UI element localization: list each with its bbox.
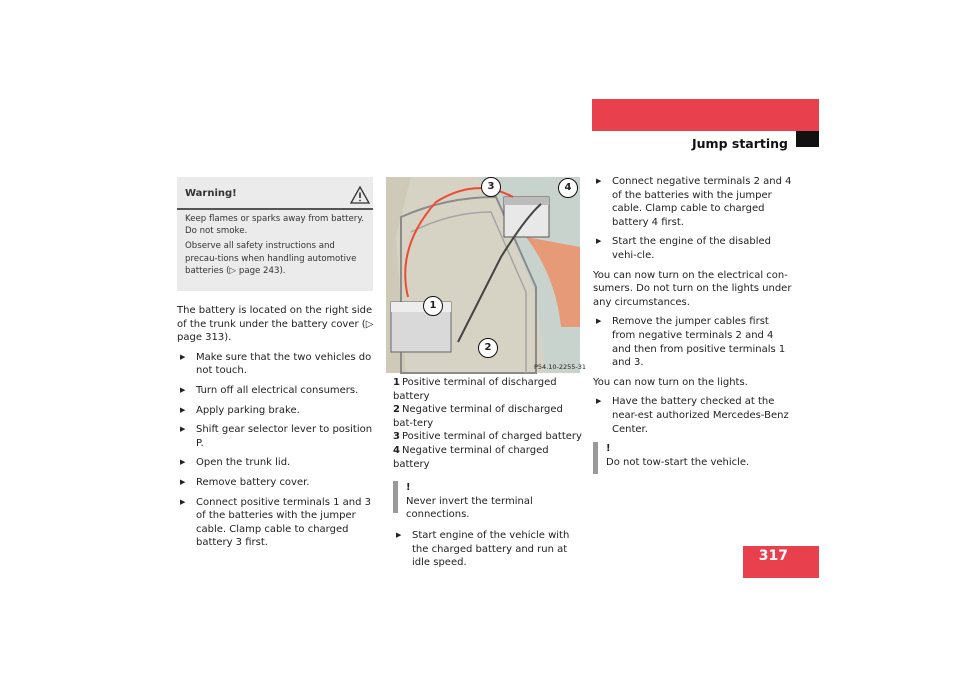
note-box — [393, 481, 583, 521]
note-bar — [593, 442, 598, 474]
intro-text: The battery is located on the right side of the trunk under the battery cover (▷ page 313). — [177, 305, 374, 344]
page-number: 317 — [758, 548, 788, 564]
callout-2: 2 — [478, 338, 498, 358]
step: ▶ Connect positive terminals 1 and 3 of the batteries with the jumper cable. Clamp cable to charged battery 3 first. — [177, 496, 377, 550]
warning-text — [185, 213, 369, 280]
note-text: Never invert the terminal connections. — [406, 495, 533, 521]
note-text: Do not tow-start the vehicle. — [606, 456, 750, 468]
note-mark: ! — [606, 443, 611, 455]
legend-item: 2 Negative terminal of discharged bat-tery — [393, 404, 563, 429]
section-title: Practical hints — [826, 114, 928, 129]
step: ▶ Remove the jumper cables first from negative terminals 2 and 4 and then from positive terminals 1 and 3. — [593, 315, 793, 369]
step: ▶ Have the battery checked at the near-est authorized Mercedes-Benz Center. — [593, 395, 793, 436]
warning-triangle-icon — [349, 184, 371, 206]
header-marker — [796, 131, 819, 147]
info-text: You can now turn on the electrical con-sumers. Do not turn on the lights under any circumstances. — [593, 269, 792, 308]
callout-3: 3 — [481, 177, 501, 197]
legend-item: 3 Positive terminal of charged battery — [393, 431, 582, 443]
callout-4: 4 — [558, 178, 578, 198]
legend-item: 4 Negative terminal of charged battery — [393, 444, 549, 470]
warning-title: Warning! — [185, 188, 237, 199]
note-bar — [393, 481, 398, 513]
header-bar — [592, 99, 819, 131]
left-column — [177, 304, 377, 556]
step: ▶ Open the trunk lid. — [177, 456, 377, 470]
warning-line: Keep flames or sparks away from battery. Do not smoke. — [185, 214, 364, 237]
note-box — [593, 442, 793, 474]
step: ▶ Make sure that the two vehicles do not touch. — [177, 351, 377, 378]
warning-box — [177, 177, 373, 291]
warning-line: Observe all safety instructions and precau-tions when handling automotive batteries (▷ page 243). — [185, 241, 357, 276]
step: ▶ Turn off all electrical consumers. — [177, 384, 377, 398]
subsection-title: Jump starting — [692, 136, 788, 151]
step: ▶ Start the engine of the disabled vehi-cle. — [593, 235, 793, 262]
figure-legend — [393, 376, 583, 471]
callout-1: 1 — [423, 296, 443, 316]
step: ▶ Start engine of the vehicle with the charged battery and run at idle speed. — [393, 529, 583, 570]
legend-item: 1 Positive terminal of discharged battery — [393, 377, 557, 402]
warning-divider — [177, 208, 373, 210]
step: ▶ Shift gear selector lever to position P. — [177, 423, 377, 450]
right-column — [593, 175, 793, 474]
figure-code: P54.10-2255-31 — [534, 363, 587, 371]
step: ▶ Apply parking brake. — [177, 404, 377, 418]
info-text: You can now turn on the lights. — [593, 376, 748, 388]
step: ▶ Remove battery cover. — [177, 476, 377, 490]
step: ▶ Connect negative terminals 2 and 4 of the batteries with the jumper cable. Clamp cable to charged battery 4 first. — [593, 175, 793, 229]
middle-column — [393, 376, 583, 576]
note-mark: ! — [406, 482, 411, 494]
